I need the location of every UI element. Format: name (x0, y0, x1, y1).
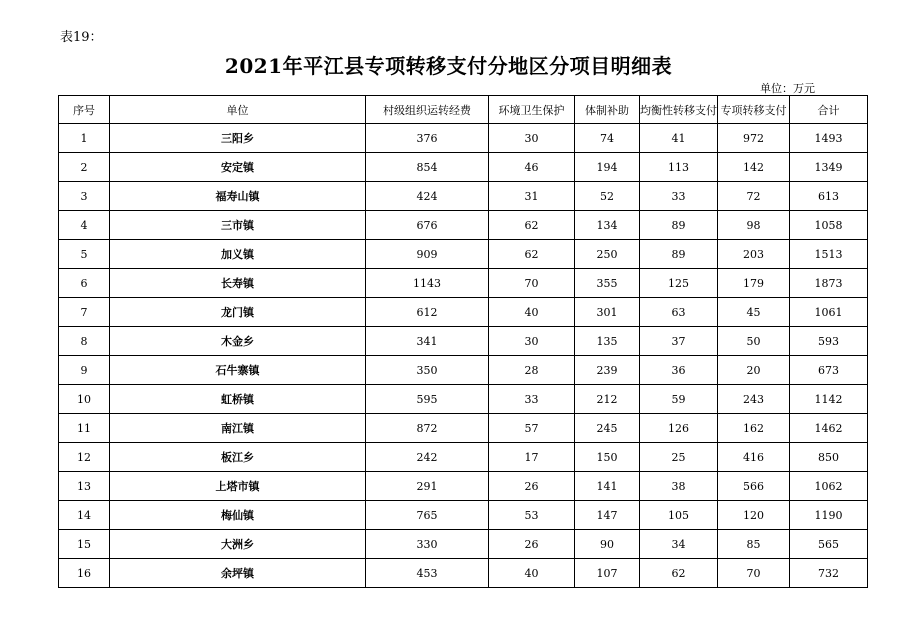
column-header-sanitation: 环境卫生保护 (489, 96, 575, 124)
cell-unit-name: 大洲乡 (110, 530, 366, 559)
cell-total: 850 (790, 443, 868, 472)
cell-special-transfer: 98 (718, 211, 790, 240)
document-title: 2021年平江县专项转移支付分地区分项目明细表 (224, 54, 673, 78)
cell-unit-name: 梅仙镇 (110, 501, 366, 530)
cell-index: 7 (59, 298, 110, 327)
cell-system-subsidy: 107 (575, 559, 640, 588)
cell-village-funds: 376 (366, 124, 489, 153)
table-row (59, 530, 868, 559)
cell-total: 1190 (790, 501, 868, 530)
cell-special-transfer: 179 (718, 269, 790, 298)
transfer-payment-table (58, 95, 868, 588)
cell-index: 4 (59, 211, 110, 240)
table-row (59, 414, 868, 443)
cell-total: 1462 (790, 414, 868, 443)
cell-sanitation: 62 (489, 240, 575, 269)
cell-total: 1493 (790, 124, 868, 153)
cell-balanced-transfer: 59 (640, 385, 718, 414)
table-row (59, 501, 868, 530)
cell-unit-name: 加义镇 (110, 240, 366, 269)
cell-system-subsidy: 135 (575, 327, 640, 356)
cell-special-transfer: 203 (718, 240, 790, 269)
cell-special-transfer: 162 (718, 414, 790, 443)
cell-village-funds: 424 (366, 182, 489, 211)
cell-balanced-transfer: 25 (640, 443, 718, 472)
cell-index: 9 (59, 356, 110, 385)
cell-sanitation: 28 (489, 356, 575, 385)
column-header-village-funds: 村级组织运转经费 (366, 96, 489, 124)
cell-village-funds: 291 (366, 472, 489, 501)
unit-label: 单位：万元 (760, 82, 815, 95)
cell-balanced-transfer: 89 (640, 211, 718, 240)
cell-unit-name: 长寿镇 (110, 269, 366, 298)
cell-special-transfer: 566 (718, 472, 790, 501)
cell-balanced-transfer: 63 (640, 298, 718, 327)
cell-special-transfer: 243 (718, 385, 790, 414)
cell-system-subsidy: 245 (575, 414, 640, 443)
table-body (59, 124, 868, 588)
cell-village-funds: 909 (366, 240, 489, 269)
cell-system-subsidy: 212 (575, 385, 640, 414)
cell-balanced-transfer: 126 (640, 414, 718, 443)
column-header-special-transfer: 专项转移支付 (718, 96, 790, 124)
cell-sanitation: 17 (489, 443, 575, 472)
column-header-index: 序号 (59, 96, 110, 124)
cell-index: 14 (59, 501, 110, 530)
cell-sanitation: 40 (489, 559, 575, 588)
cell-village-funds: 330 (366, 530, 489, 559)
cell-sanitation: 57 (489, 414, 575, 443)
cell-village-funds: 453 (366, 559, 489, 588)
cell-total: 565 (790, 530, 868, 559)
cell-balanced-transfer: 41 (640, 124, 718, 153)
cell-unit-name: 龙门镇 (110, 298, 366, 327)
cell-sanitation: 30 (489, 124, 575, 153)
cell-sanitation: 31 (489, 182, 575, 211)
cell-unit-name: 木金乡 (110, 327, 366, 356)
cell-index: 2 (59, 153, 110, 182)
cell-special-transfer: 85 (718, 530, 790, 559)
cell-balanced-transfer: 105 (640, 501, 718, 530)
cell-system-subsidy: 147 (575, 501, 640, 530)
cell-sanitation: 26 (489, 530, 575, 559)
table-row (59, 211, 868, 240)
cell-total: 593 (790, 327, 868, 356)
cell-village-funds: 1143 (366, 269, 489, 298)
cell-index: 12 (59, 443, 110, 472)
cell-unit-name: 上塔市镇 (110, 472, 366, 501)
cell-sanitation: 26 (489, 472, 575, 501)
cell-system-subsidy: 239 (575, 356, 640, 385)
cell-special-transfer: 72 (718, 182, 790, 211)
table-row (59, 124, 868, 153)
cell-index: 8 (59, 327, 110, 356)
cell-village-funds: 341 (366, 327, 489, 356)
cell-sanitation: 30 (489, 327, 575, 356)
table-number-label: 表19： (60, 30, 103, 45)
cell-system-subsidy: 301 (575, 298, 640, 327)
cell-system-subsidy: 134 (575, 211, 640, 240)
cell-unit-name: 南江镇 (110, 414, 366, 443)
cell-total: 1061 (790, 298, 868, 327)
cell-system-subsidy: 355 (575, 269, 640, 298)
table-row (59, 472, 868, 501)
cell-total: 613 (790, 182, 868, 211)
cell-index: 16 (59, 559, 110, 588)
cell-system-subsidy: 150 (575, 443, 640, 472)
cell-special-transfer: 20 (718, 356, 790, 385)
cell-special-transfer: 45 (718, 298, 790, 327)
cell-village-funds: 242 (366, 443, 489, 472)
cell-balanced-transfer: 125 (640, 269, 718, 298)
cell-special-transfer: 416 (718, 443, 790, 472)
cell-system-subsidy: 141 (575, 472, 640, 501)
cell-unit-name: 安定镇 (110, 153, 366, 182)
cell-unit-name: 板江乡 (110, 443, 366, 472)
table-row (59, 559, 868, 588)
cell-sanitation: 62 (489, 211, 575, 240)
cell-unit-name: 余坪镇 (110, 559, 366, 588)
cell-total: 1349 (790, 153, 868, 182)
cell-sanitation: 46 (489, 153, 575, 182)
cell-special-transfer: 50 (718, 327, 790, 356)
cell-balanced-transfer: 34 (640, 530, 718, 559)
column-header-balanced-transfer: 均衡性转移支付 (640, 96, 718, 124)
cell-village-funds: 676 (366, 211, 489, 240)
cell-unit-name: 三市镇 (110, 211, 366, 240)
cell-index: 15 (59, 530, 110, 559)
cell-unit-name: 石牛寨镇 (110, 356, 366, 385)
cell-balanced-transfer: 37 (640, 327, 718, 356)
cell-total: 1873 (790, 269, 868, 298)
cell-sanitation: 70 (489, 269, 575, 298)
cell-balanced-transfer: 38 (640, 472, 718, 501)
cell-unit-name: 三阳乡 (110, 124, 366, 153)
cell-balanced-transfer: 89 (640, 240, 718, 269)
cell-index: 1 (59, 124, 110, 153)
cell-index: 10 (59, 385, 110, 414)
cell-special-transfer: 70 (718, 559, 790, 588)
cell-system-subsidy: 90 (575, 530, 640, 559)
cell-total: 1062 (790, 472, 868, 501)
cell-index: 5 (59, 240, 110, 269)
cell-village-funds: 350 (366, 356, 489, 385)
cell-village-funds: 854 (366, 153, 489, 182)
cell-index: 3 (59, 182, 110, 211)
table-row (59, 240, 868, 269)
cell-special-transfer: 120 (718, 501, 790, 530)
cell-special-transfer: 972 (718, 124, 790, 153)
cell-balanced-transfer: 33 (640, 182, 718, 211)
cell-system-subsidy: 74 (575, 124, 640, 153)
cell-village-funds: 765 (366, 501, 489, 530)
table-row (59, 356, 868, 385)
cell-village-funds: 595 (366, 385, 489, 414)
cell-system-subsidy: 52 (575, 182, 640, 211)
cell-index: 13 (59, 472, 110, 501)
table-row (59, 298, 868, 327)
cell-sanitation: 40 (489, 298, 575, 327)
cell-total: 732 (790, 559, 868, 588)
column-header-unit: 单位 (110, 96, 366, 124)
cell-unit-name: 虹桥镇 (110, 385, 366, 414)
table-row (59, 443, 868, 472)
table-row (59, 182, 868, 211)
cell-system-subsidy: 194 (575, 153, 640, 182)
cell-index: 6 (59, 269, 110, 298)
cell-unit-name: 福寿山镇 (110, 182, 366, 211)
cell-balanced-transfer: 62 (640, 559, 718, 588)
table-header-row (59, 96, 868, 124)
cell-total: 1058 (790, 211, 868, 240)
table-row (59, 269, 868, 298)
cell-sanitation: 53 (489, 501, 575, 530)
cell-special-transfer: 142 (718, 153, 790, 182)
column-header-system-subsidy: 体制补助 (575, 96, 640, 124)
cell-balanced-transfer: 36 (640, 356, 718, 385)
cell-total: 1513 (790, 240, 868, 269)
column-header-total: 合计 (790, 96, 868, 124)
table-row (59, 385, 868, 414)
cell-balanced-transfer: 113 (640, 153, 718, 182)
cell-index: 11 (59, 414, 110, 443)
cell-system-subsidy: 250 (575, 240, 640, 269)
cell-total: 673 (790, 356, 868, 385)
cell-sanitation: 33 (489, 385, 575, 414)
table-row (59, 327, 868, 356)
cell-village-funds: 612 (366, 298, 489, 327)
cell-total: 1142 (790, 385, 868, 414)
table-row (59, 153, 868, 182)
cell-village-funds: 872 (366, 414, 489, 443)
